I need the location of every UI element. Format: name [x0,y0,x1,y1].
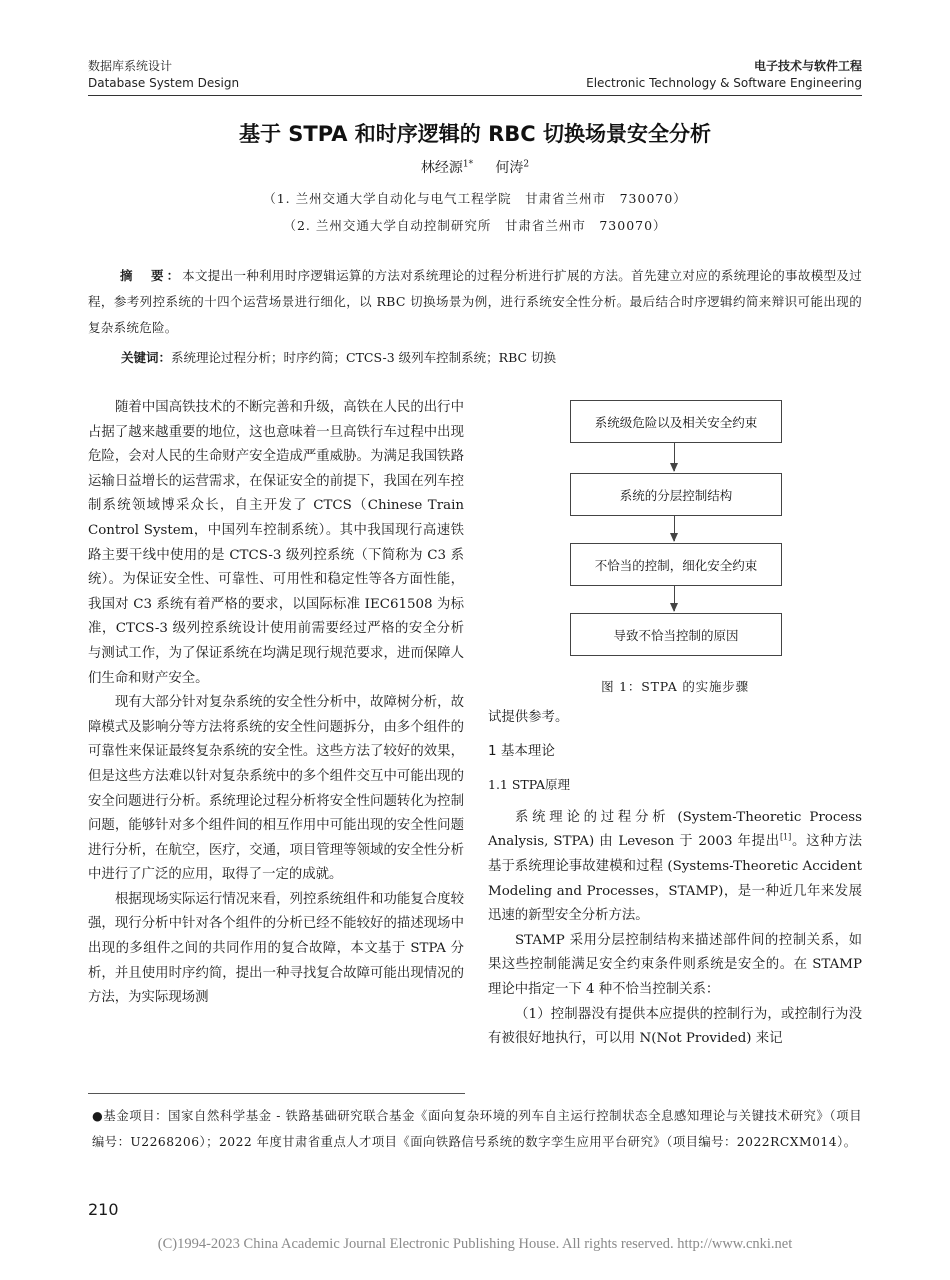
affiliation-2: （2. 兰州交通大学自动控制研究所 甘肃省兰州市 730070） [283,218,667,233]
section-name-cn: 数据库系统设计 [88,59,173,73]
body-paragraph [488,806,862,929]
copyright-watermark: (C)1994-2023 China Academic Journal Electronic Publishing House. All rights reserved. http://www.cnki.net [157,1236,793,1252]
funding-footnote: ●基金项目：国家自然科学基金 - 铁路基础研究联合基金《面向复杂环境的列车自主运行控制状态全息感知理论与关键技术研究》（项目编号：U2268206）；2022 年度甘肃省重点人才项目《面向铁路信号系统的数字孪生应用平台研究》（项目编号：2022RCXM014）。 [92,1109,862,1149]
keywords-label: 关键词： [121,350,172,365]
flow-step-3: 不恰当的控制，细化安全约束 [570,543,782,586]
page-number: 210 [88,1200,119,1219]
section-heading: 1 基本理论 [488,742,555,759]
abstract-text: 本文提出一种利用时序逻辑运算的方法对系统理论的过程分析进行扩展的方法。首先建立对应的系统理论的事故模型及过程，参考列控系统的十四个运营场景进行细化，以 RBC 切换场景为例，进行系统安全性分析。最后结合时序逻辑约简来辩识可能出现的复杂系统危险。 [88,268,862,335]
keywords-text: 系统理论过程分析；时序约简；CTCS-3 级列车控制系统；RBC 切换 [171,350,557,365]
affiliation-1: （1. 兰州交通大学自动化与电气工程学院 甘肃省兰州市 730070） [263,191,687,206]
header-divider [88,95,862,96]
author-list [0,157,950,177]
footnote-divider [88,1093,465,1094]
journal-name-en: Electronic Technology & Software Engineering [586,76,862,90]
paragraph-text: 系统理论的过程分析 (System-Theoretic Process Analysis, STPA) 由 Leveson 于 2003 年提出 [488,809,862,850]
paper-title: 基于 STPA 和时序逻辑的 RBC 切换场景安全分析 [239,122,711,146]
journal-name-cn: 电子技术与软件工程 [753,59,862,73]
journal-name-header [586,58,862,92]
flow-arrow [674,516,675,541]
section-name-en: Database System Design [88,76,240,90]
subsection-heading: 1.1 STPA原理 [488,777,571,793]
abstract [88,263,862,341]
figure-caption: 图 1：STPA 的实施步骤 [601,679,749,694]
author-name: 何涛 [495,160,524,176]
flow-arrow [674,443,675,471]
stpa-flowchart [570,400,782,662]
author-mark: 2 [523,159,530,170]
flow-arrow [674,586,675,611]
body-paragraph: STAMP 采用分层控制结构来描述部件间的控制关系，如果这些控制能满足安全约束条件则系统是安全的。在 STAMP 理论中指定一下 4 种不恰当控制关系： [488,932,862,997]
body-paragraph: 随着中国高铁技术的不断完善和升级，高铁在人民的出行中占据了越来越重要的地位，这也意味着一旦高铁行车过程中出现危险，会对人民的生命财产安全造成严重威胁。为满足我国铁路运输日益增长的运营需求，在保证安全的前提下，我国在列车控制系统领域博采众长，自主开发了 CTCS（Chinese Train Control System，中国列车控制系统）。其中我国现行高速铁路主要干线中使用的是 CTCS-3 级列控系统（下简称为 C3 系统）。为保证安全性、可靠性、可用性和稳定性等各方面性能，我国对 C3 系统有着严格的要求，以国际标准 IEC61508 为标准，CTCS-3 级列控系统设计使用前需要经过严格的安全分析与测试工作，为了保证系统在均满足现行规范要求，进而保障人们生命和财产安全。 [88,400,464,686]
body-paragraph: 根据现场实际运行情况来看，列控系统组件和功能复合度较强，现行分析中针对各个组件的分析已经不能较好的描述现场中出现的多组件之间的共同作用的复合故障，本文基于 STPA 分析，并且使用时序约简，提出一种寻找复合故障可能出现情况的方法，为实际现场测 [88,891,464,1006]
body-paragraph: 试提供参考。 [488,710,569,725]
journal-section-header [88,58,239,92]
citation-ref: [1] [779,832,792,842]
paragraph-text: 。这种方法基于系统理论事故建模和过程 (Systems-Theoretic Accident Modeling and Processes，STAMP)，是一种近几年来发展迅速的新型安全分析方法。 [488,834,863,924]
body-paragraph: 现有大部分针对复杂系统的安全性分析中，故障树分析，故障模式及影响分等方法将系统的安全性问题拆分，由多个组件的可靠性来保证最终复杂系统的安全性。这些方法了较好的效果，但是这些方法难以针对复杂系统中的多个组件交互中可能出现的安全问题进行分析。系统理论过程分析将安全性问题转化为控制问题，能够针对多个组件间的相互作用中可能出现的安全性问题进行分析，在航空，医疗，交通，项目管理等领域的安全性分析中进行了广泛的应用，取得了一定的成就。 [88,695,464,883]
flow-step-1: 系统级危险以及相关安全约束 [570,400,782,443]
author-name: 林经源 [420,160,463,176]
right-column [488,706,862,1052]
body-paragraph: （1）控制器没有提供本应提供的控制行为，或控制行为没有被很好地执行，可以用 N(Not Provided) 来记 [488,1006,862,1047]
left-column [88,396,464,1011]
abstract-label: 摘 要： [120,268,183,283]
author-mark: 1* [462,159,474,170]
keywords [121,345,862,371]
flow-step-4: 导致不恰当控制的原因 [570,613,782,656]
flow-step-2: 系统的分层控制结构 [570,473,782,516]
